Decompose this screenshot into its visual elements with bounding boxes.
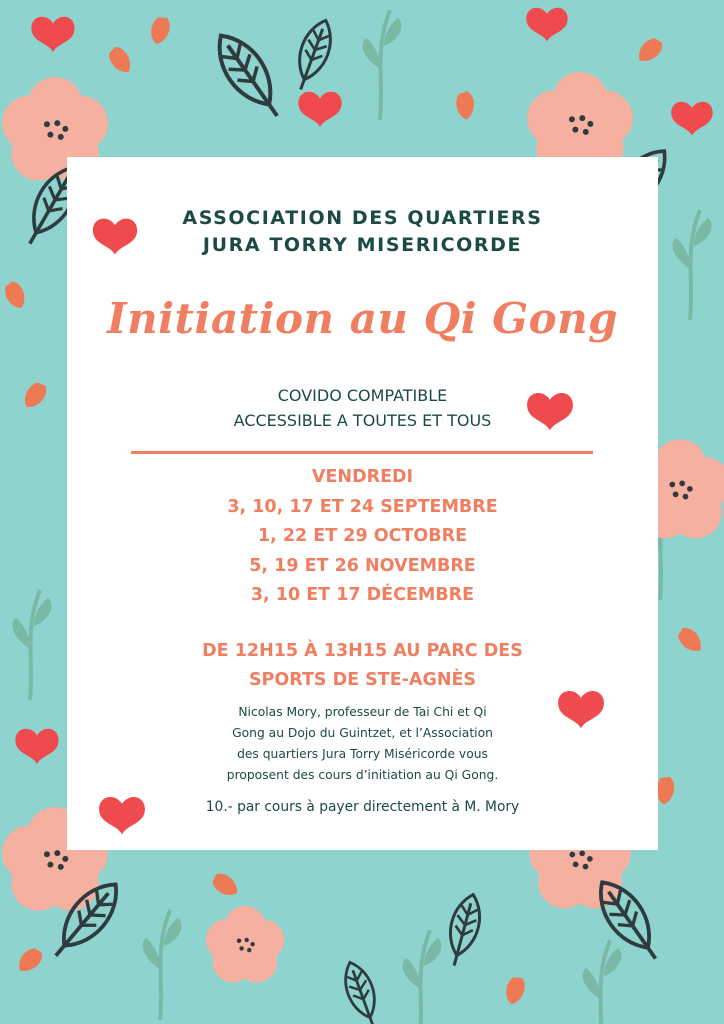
description-line-4: proposent des cours d’initiation au Qi Gong. bbox=[226, 768, 499, 782]
schedule-date-december: 3, 10 ET 17 DÉCEMBRE bbox=[250, 585, 475, 605]
divider bbox=[131, 451, 593, 454]
time-line-1: DE 12H15 À 13H15 AU PARC DES bbox=[202, 641, 523, 661]
schedule-dates bbox=[67, 463, 658, 611]
heart-icon bbox=[94, 786, 150, 842]
heart-icon bbox=[553, 680, 609, 736]
description-line-2: Gong au Dojo du Guintzet, et l’Association bbox=[232, 726, 493, 740]
schedule-date-october: 1, 22 ET 29 OCTOBRE bbox=[257, 526, 468, 546]
info-card bbox=[67, 157, 658, 850]
subtitle-line-2: ACCESSIBLE A TOUTES ET TOUS bbox=[233, 411, 492, 430]
schedule-date-november: 5, 19 ET 26 NOVEMBRE bbox=[249, 555, 476, 576]
association-name bbox=[67, 205, 658, 259]
price-info: 10.- par cours à payer directement à M. Mory bbox=[205, 799, 520, 815]
page-title: Initiation au Qi Gong bbox=[106, 294, 619, 343]
schedule-date-september: 3, 10, 17 ET 24 SEPTEMBRE bbox=[227, 496, 498, 517]
description-line-3: des quartiers Jura Torry Miséricorde vous bbox=[237, 747, 488, 761]
schedule-day: VENDREDI bbox=[311, 467, 414, 487]
description-line-1: Nicolas Mory, professeur de Tai Chi et Qi bbox=[238, 705, 487, 719]
heart-icon bbox=[88, 208, 142, 262]
subtitle-line-1: COVIDO COMPATIBLE bbox=[277, 386, 448, 405]
association-line-2: JURA TORRY MISERICORDE bbox=[202, 234, 523, 256]
association-line-1: ASSOCIATION DES QUARTIERS bbox=[182, 207, 543, 229]
time-line-2: SPORTS DE STE-AGNÈS bbox=[248, 670, 477, 690]
heart-icon bbox=[522, 382, 578, 438]
